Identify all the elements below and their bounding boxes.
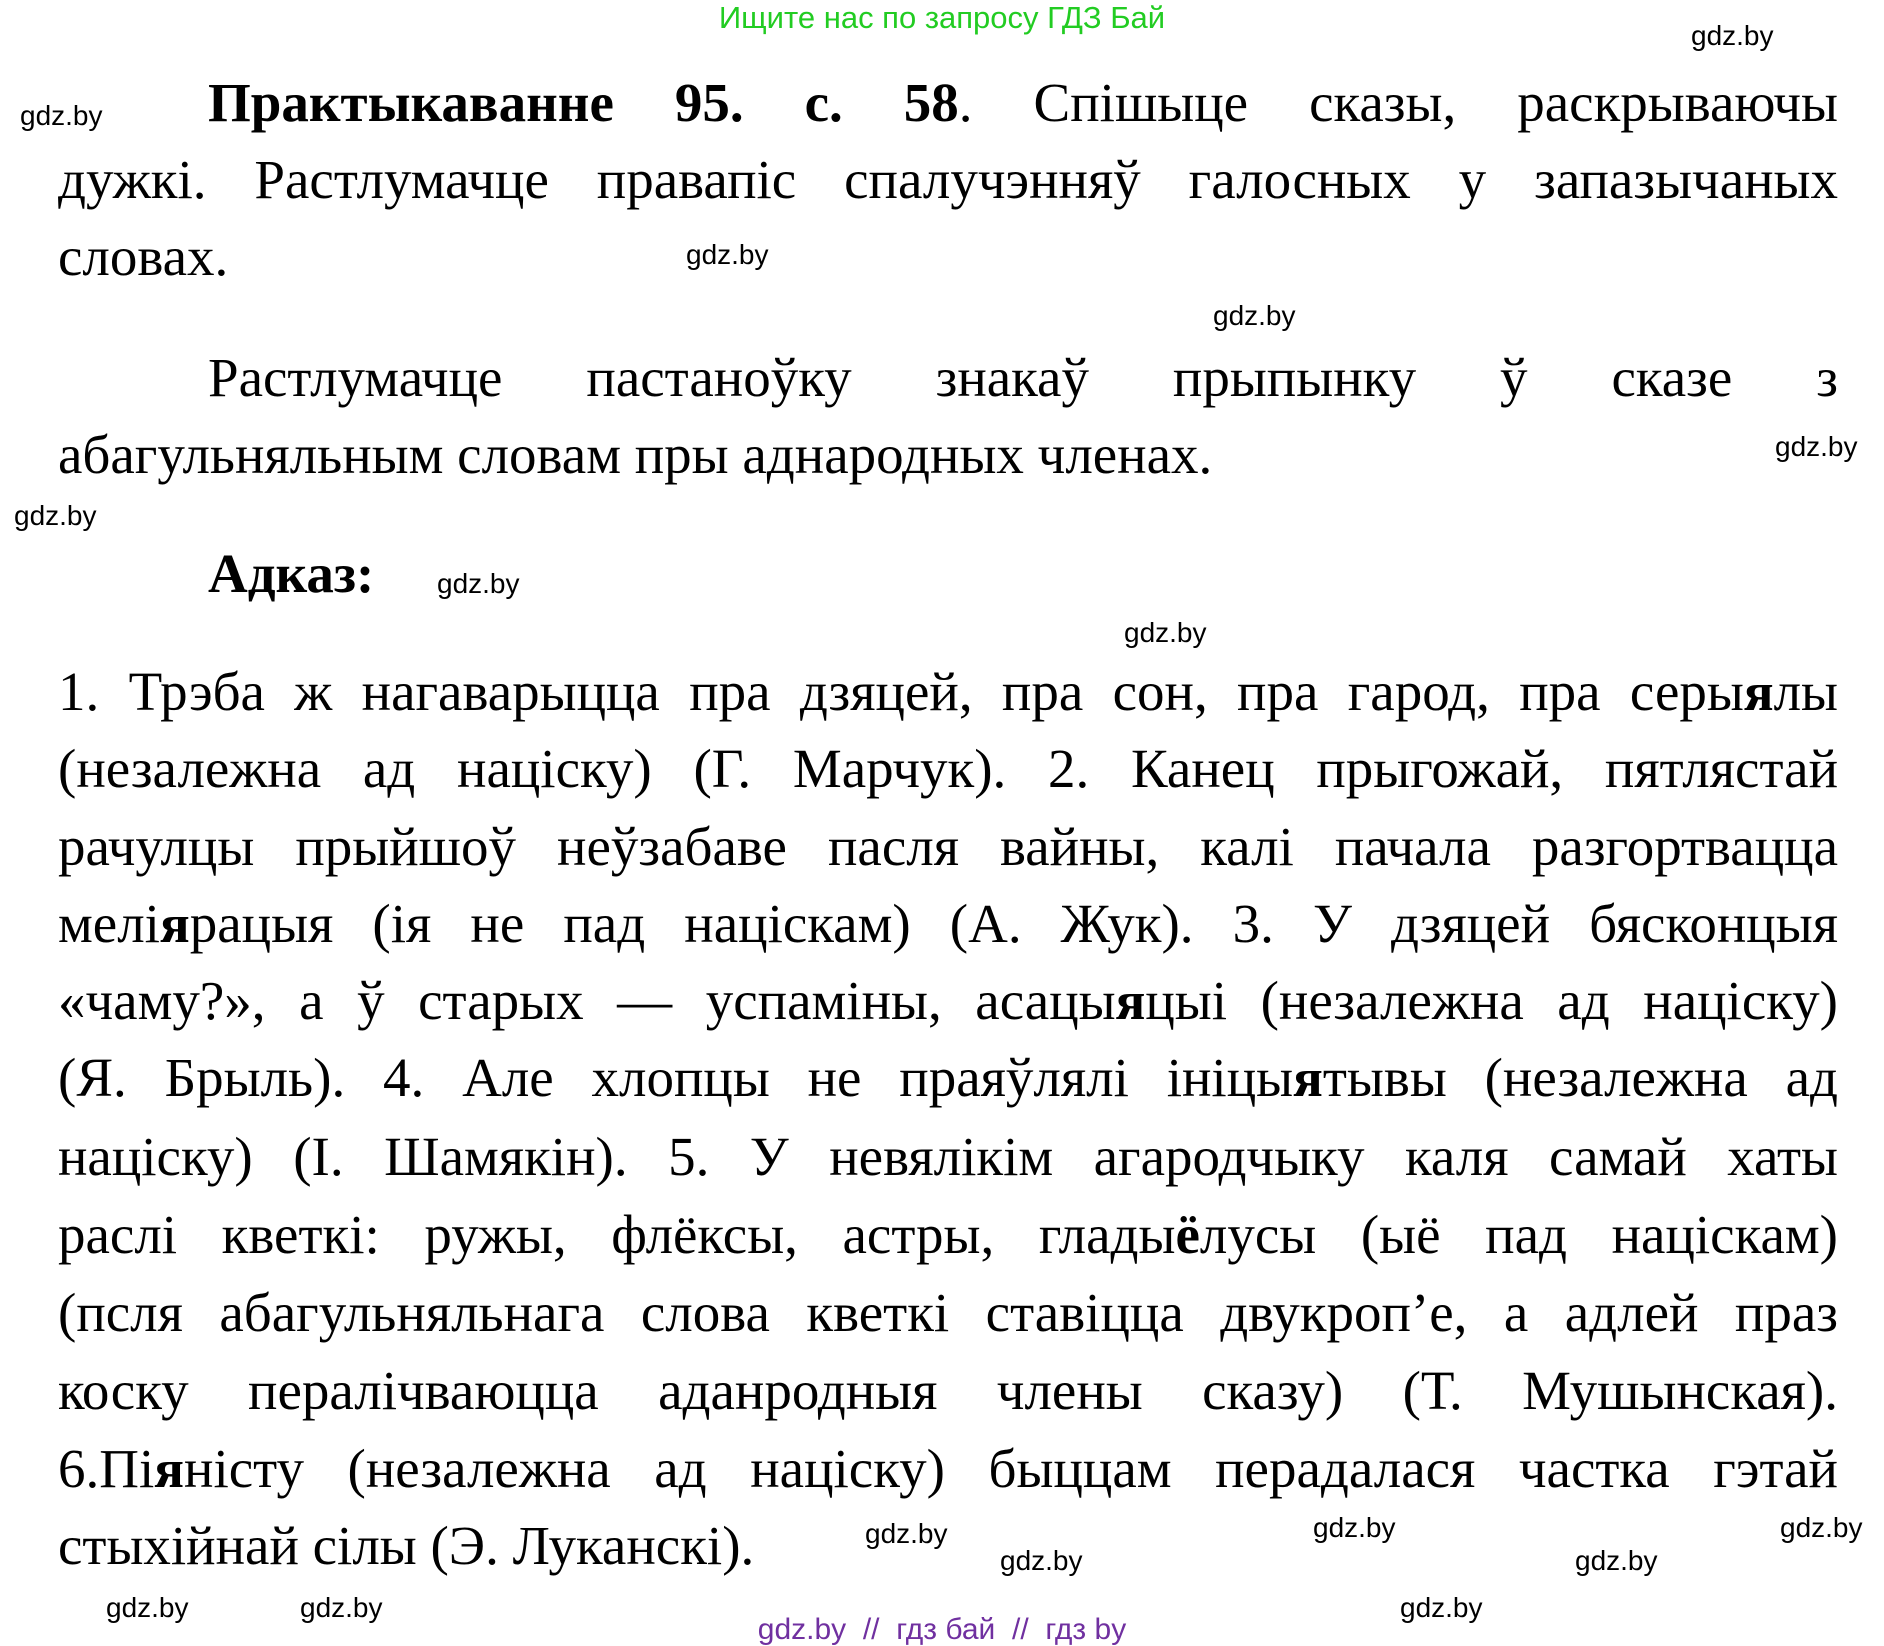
answer-line xyxy=(58,1507,754,1585)
bold-text: я xyxy=(154,1438,185,1499)
footer-links: gdz.by // гдз бай // гдз by xyxy=(757,1613,1127,1646)
answer-line xyxy=(58,730,1838,808)
task-note-line xyxy=(208,339,1838,417)
watermark: gdz.by xyxy=(686,239,769,270)
watermark: gdz.by xyxy=(1000,1545,1083,1576)
watermark: gdz.by xyxy=(1213,300,1296,331)
bold-text: Адказ: xyxy=(208,543,375,604)
task-line xyxy=(58,141,1838,219)
answer-line xyxy=(58,885,1838,963)
watermark: gdz.by xyxy=(1780,1512,1863,1543)
watermark: gdz.by xyxy=(106,1592,189,1623)
task-heading-line xyxy=(208,64,1838,142)
watermark: gdz.by xyxy=(1691,20,1774,51)
task-note-line xyxy=(58,416,1212,494)
task-line xyxy=(58,218,228,296)
text-segment: націску) (І. Шамякін). 5. У невялікім агародчыку каля самай хаты xyxy=(58,1126,1838,1187)
watermark: gdz.by xyxy=(1313,1512,1396,1543)
text-segment: мелі xyxy=(58,893,160,954)
answer-line xyxy=(58,1430,1838,1508)
bold-text: я xyxy=(1115,970,1146,1031)
watermark: gdz.by xyxy=(14,500,97,531)
answer-line xyxy=(58,808,1838,886)
answer-heading xyxy=(208,535,374,613)
text-segment: тывы (незалежна ад xyxy=(1322,1047,1838,1108)
text-segment: дужкі. Растлумачце правапіс спалучэнняў галосных у запазычаных xyxy=(58,149,1838,210)
text-segment: абагульняльным словам пры аднародных членах. xyxy=(58,424,1213,485)
text-segment: стыхійнай сілы (Э. Луканскі). xyxy=(58,1515,755,1576)
answer-line xyxy=(58,653,1838,731)
text-segment: раслі кветкі: ружы, флёксы, астры, глады xyxy=(58,1204,1176,1265)
bold-text: я xyxy=(159,893,190,954)
watermark: gdz.by xyxy=(1775,431,1858,462)
text-segment: (Я. Брыль). 4. Але хлопцы не праяўлялі ініцы xyxy=(58,1047,1294,1108)
watermark: gdz.by xyxy=(1400,1592,1483,1623)
text-segment: цыі (незалежна ад націску) xyxy=(1145,970,1838,1031)
text-segment: 6.Пі xyxy=(58,1438,155,1499)
bold-text: я xyxy=(1293,1047,1323,1108)
text-segment: рацыя (ія не пад націскам) (А. Жук). 3. У дзяцей бясконцыя xyxy=(189,893,1838,954)
answer-line xyxy=(58,1118,1838,1196)
answer-line xyxy=(58,962,1838,1040)
watermark: gdz.by xyxy=(1124,617,1207,648)
answer-line xyxy=(58,1352,1838,1430)
bold-text: Практыкаванне 95. с. 58 xyxy=(208,72,959,133)
answer-line xyxy=(58,1274,1838,1352)
answer-line xyxy=(58,1039,1838,1117)
search-banner: Ищите нас по запросу ГДЗ Бай xyxy=(718,0,1166,35)
text-segment: рачулцы прыйшоў неўзабаве пасля вайны, калі пачала разгортвацца xyxy=(58,816,1838,877)
watermark: gdz.by xyxy=(437,568,520,599)
text-segment: словах. xyxy=(58,226,229,287)
watermark: gdz.by xyxy=(865,1518,948,1549)
watermark: gdz.by xyxy=(300,1592,383,1623)
text-segment: 1. Трэба ж нагаварыцца пра дзяцей, пра сон, пра гарод, пра серы xyxy=(58,661,1744,722)
watermark: gdz.by xyxy=(20,100,103,131)
text-segment: коску пералічваюцца аданродныя члены сказу) (Т. Мушынская). xyxy=(58,1360,1838,1421)
text-segment: (псля абагульняльнага слова кветкі ставіцца двукроп’е, а адлей праз xyxy=(58,1282,1838,1343)
text-segment: ністу (незалежна ад націску) быццам перадалася частка гэтай xyxy=(184,1438,1838,1499)
text-segment: . Спішыце сказы, раскрываючы xyxy=(958,72,1839,133)
text-segment: лусы (ыё пад націскам) xyxy=(1199,1204,1838,1265)
text-segment: Растлумачце пастаноўку знакаў прыпынку ў сказе з xyxy=(208,347,1838,408)
bold-text: ё xyxy=(1175,1204,1200,1265)
answer-line xyxy=(58,1196,1838,1274)
bold-text: я xyxy=(1743,661,1774,722)
text-segment: (незалежна ад націску) (Г. Марчук). 2. Канец прыгожай, пятлястай xyxy=(58,738,1838,799)
text-segment: лы xyxy=(1773,661,1838,722)
watermark: gdz.by xyxy=(1575,1545,1658,1576)
text-segment: «чаму?», а ў старых — успаміны, асацы xyxy=(58,970,1116,1031)
